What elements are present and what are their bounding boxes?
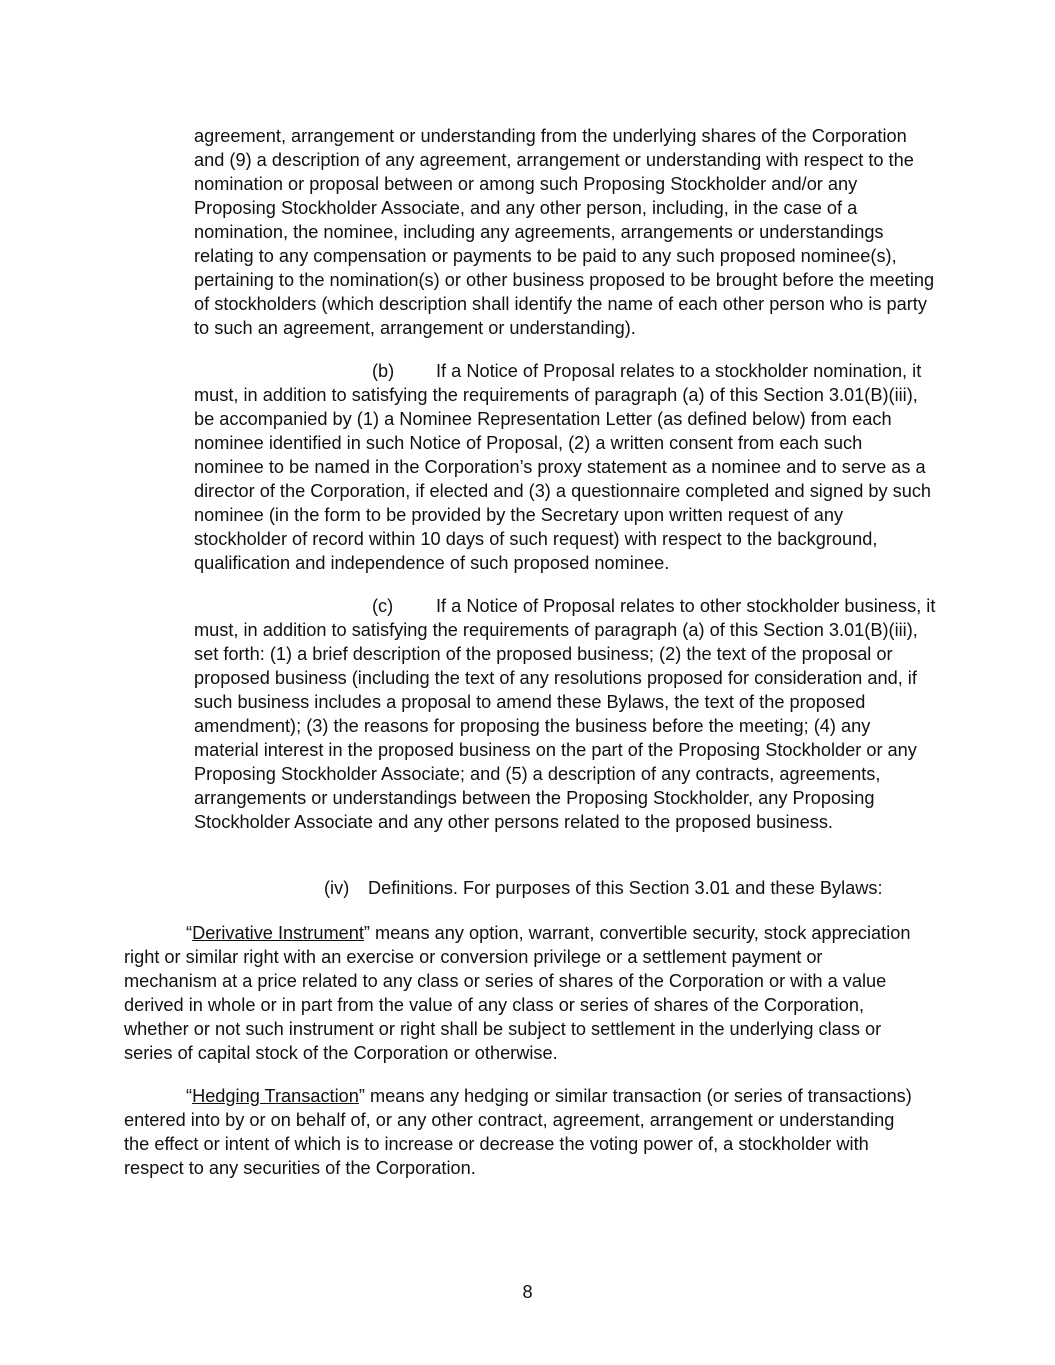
paragraph-iv-text: Definitions. For purposes of this Section 3.01 and these Bylaws:	[368, 878, 883, 898]
paragraph-c-text: If a Notice of Proposal relates to other stockholder business, it must, in addition to satisfying the requirements of paragraph (a) of this Section 3.01(B)(iii), set forth: (1) a brief description of the proposed business; (2) the text of the proposal or proposed business (including the text of any resolutions proposed for consideration and, if such business includes a proposal to amend these Bylaws, the text of the proposed amendment); (3) the reasons for proposing the business before the meeting; (4) any material interest in the proposed business on the part of the Proposing Stockholder or any Proposing Stockholder Associate; and (5) a description of any contracts, agreements, arrangements or understandings between the Proposing Stockholder, any Proposing Stockholder Associate and any other persons related to the proposed business.	[194, 596, 936, 832]
open-quote: “	[186, 1086, 193, 1106]
close-quote: ”	[358, 1086, 365, 1106]
paragraph-iv	[194, 876, 936, 900]
paragraph-iv-label: (iv)	[324, 878, 350, 898]
paragraph-b-label: (b)	[372, 361, 395, 381]
paragraph-b	[194, 359, 936, 575]
paragraph-c	[194, 594, 936, 834]
paragraph-intro: agreement, arrangement or understanding from the underlying shares of the Corporation and (9) a description of any agreement, arrangement or understanding with respect to the nomination or proposal between or among such Proposing Stockholder and/or any Proposing Stockholder Associate, and any other person, including, in the case of a nomination, the nominee, including any agreements, arrangements or understandings relating to any compensation or payments to be paid to any such proposed nominee(s), pertaining to the nomination(s) or other business proposed to be brought before the meeting of stockholders (which description shall identify the name of each other person who is party to such an agreement, arrangement or understanding).	[194, 126, 935, 338]
definition-text: means any option, warrant, convertible security, stock appreciation right or similar right with an exercise or conversion privilege or a settlement payment or mechanism at a price related to any class or series of shares of the Corporation or with a value derived in whole or in part from the value of any class or series of shares of the Corporation, whether or not such instrument or right shall be subject to settlement in the underlying class or series of capital stock of the Corporation or otherwise.	[124, 923, 911, 1063]
paragraph-c-label: (c)	[372, 596, 394, 616]
definition-hedging-transaction	[124, 1084, 914, 1180]
defined-term: Derivative Instrument	[192, 923, 364, 943]
definition-derivative-instrument	[124, 921, 914, 1065]
page-number: 8	[522, 1282, 533, 1302]
defined-term: Hedging Transaction	[192, 1086, 359, 1106]
close-quote: ”	[363, 923, 370, 943]
open-quote: “	[186, 923, 193, 943]
paragraph-b-text: If a Notice of Proposal relates to a stockholder nomination, it must, in addition to satisfying the requirements of paragraph (a) of this Section 3.01(B)(iii), be accompanied by (1) a Nominee Representation Letter (as defined below) from each nominee identified in such Notice of Proposal, (2) a written consent from each such nominee to be named in the Corporation’s proxy statement as a nominee and to serve as a director of the Corporation, if elected and (3) a questionnaire completed and signed by such nominee (in the form to be provided by the Secretary upon written request of any stockholder of record within 10 days of such request) with respect to the background, qualification and independence of such proposed nominee.	[194, 361, 932, 573]
definition-text: means any hedging or similar transaction (or series of transactions) entered into by or on behalf of, or any other contract, agreement, arrangement or understanding the effect or intent of which is to increase or decrease the voting power of, a stockholder with respect to any securities of the Corporation.	[124, 1086, 912, 1178]
